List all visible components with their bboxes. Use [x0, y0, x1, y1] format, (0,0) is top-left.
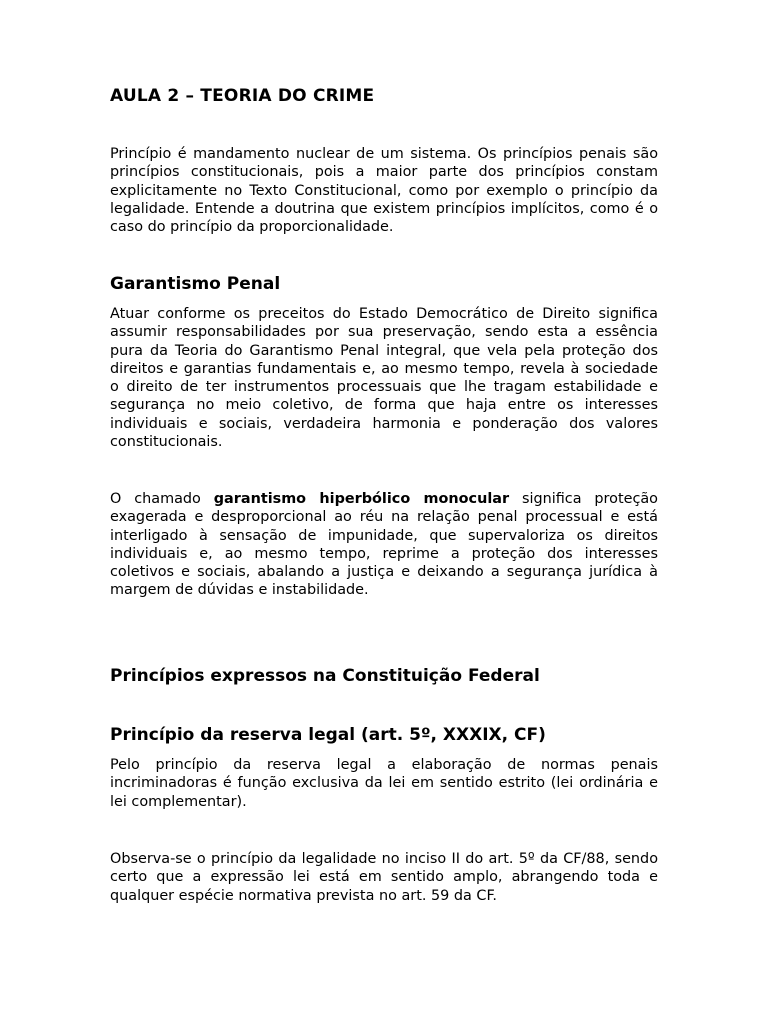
heading-principios-expressos: Princípios expressos na Constituição Federal — [110, 666, 540, 686]
heading-reserva-legal: Princípio da reserva legal (art. 5º, XXXIX, CF) — [110, 725, 546, 745]
garantismo-paragraph-2 — [110, 490, 658, 600]
reserva-legal-paragraph-2: Observa-se o princípio da legalidade no inciso II do art. 5º da CF/88, sendo certo que a expressão lei está em sentido amplo, abrangendo toda e qualquer espécie normativa prevista no art. 59 da CF. — [110, 851, 658, 904]
intro-paragraph: Princípio é mandamento nuclear de um sistema. Os princípios penais são princípios constitucionais, pois a maior parte dos princípios constam explicitamente no Texto Constitucional, como por exemplo o princípio da legalidade. Entende a doutrina que existem princípios implícitos, como é o caso do princípio da proporcionalidade. — [110, 146, 658, 236]
reserva-legal-paragraph-1: Pelo princípio da reserva legal a elaboração de normas penais incriminadoras é função exclusiva da lei em sentido estrito (lei ordinária e lei complementar). — [110, 757, 658, 810]
document-title: AULA 2 – TEORIA DO CRIME — [110, 86, 375, 106]
heading-garantismo-penal: Garantismo Penal — [110, 274, 281, 294]
bold-term: garantismo hiperbólico monocular — [213, 491, 510, 507]
garantismo-paragraph-1: Atuar conforme os preceitos do Estado Democrático de Direito significa assumir responsabilidades por sua preservação, sendo esta a essência pura da Teoria do Garantismo Penal integral, que vela pela proteção dos direitos e garantias fundamentais e, ao mesmo tempo, revela à sociedade o direito de ter instrumentos processuais que lhe tragam estabilidade e segurança no meio coletivo, de forma que haja entre os interesses individuais e sociais, verdadeira harmonia e ponderação dos valores constitucionais. — [110, 306, 658, 451]
paragraph-text: O chamado — [110, 491, 214, 507]
paragraph-text: significa proteção exagerada e desproporcional ao réu na relação penal processual e está interligado à sensação de impunidade, que supervaloriza os direitos individuais e, ao mesmo tempo, reprime a proteção dos interesses coletivos e sociais, abalando a justiça e deixando a segurança jurídica à margem de dúvidas e instabilidade. — [110, 491, 658, 599]
